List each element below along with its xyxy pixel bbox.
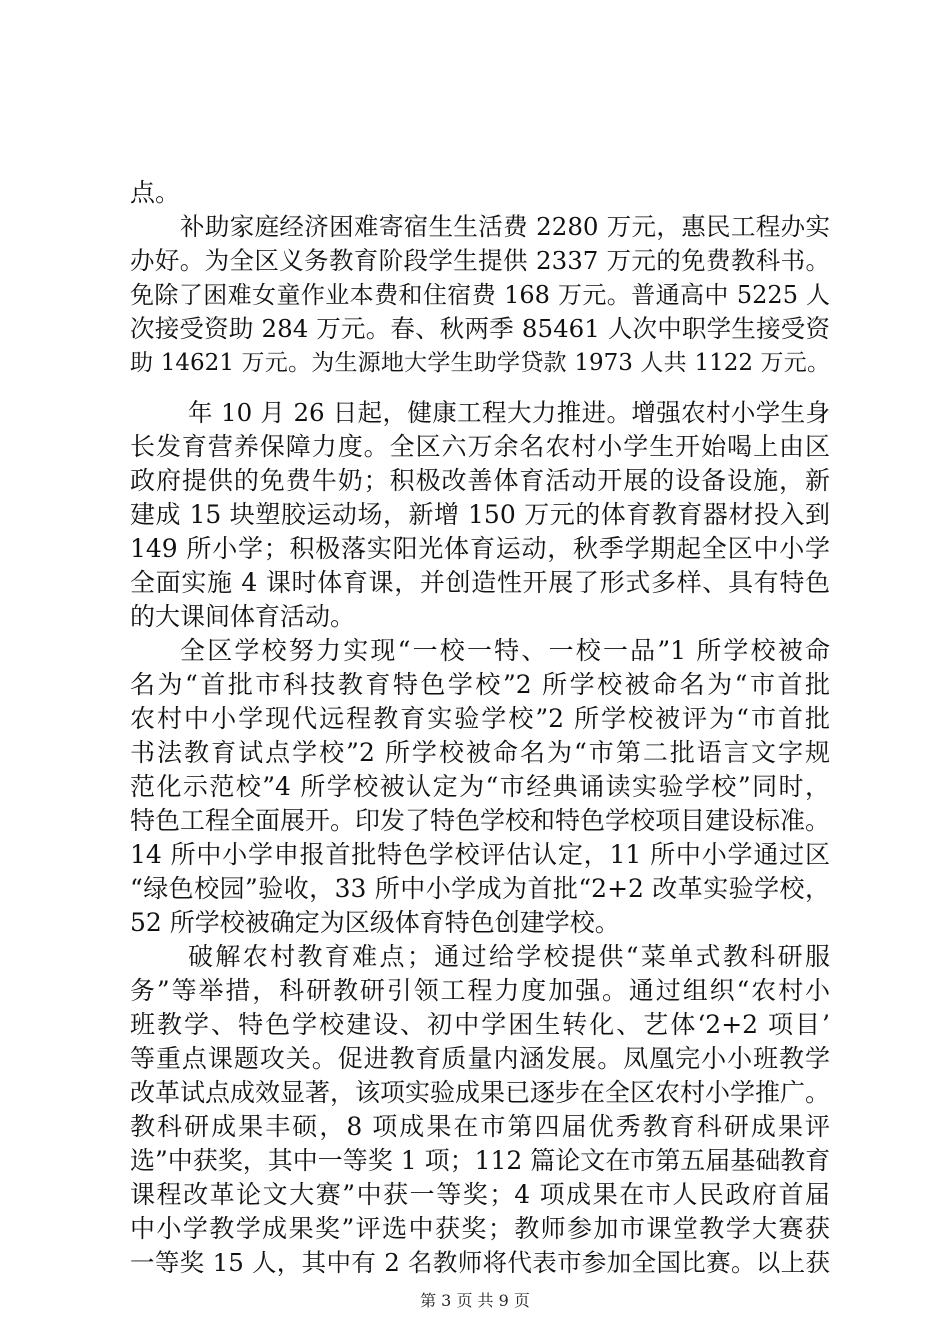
paragraph-line: 教科研成果丰硕，8 项成果在市第四届优秀教育科研成果评 [130, 1112, 830, 1141]
paragraph-line: 课程改革论文大赛”中获一等奖；4 项成果在市人民政府首届 [130, 1180, 830, 1209]
paragraph-line: 选”中获奖，其中一等奖 1 项；112 篇论文在市第五届基础教育 [130, 1146, 831, 1175]
paragraph-line: 范化示范校”4 所学校被认定为“市经典诵读实验学校”同时， [130, 772, 830, 801]
paragraph-line: 免除了困难女童作业本费和住宿费 168 万元。普通高中 5225 人 [130, 281, 830, 309]
paragraph-line: 一等奖 15 人，其中有 2 名教师将代表市参加全国比赛。以上获 [130, 1248, 830, 1277]
paragraph-line: 的大课间体育活动。 [130, 602, 356, 631]
paragraph-line: 农村中小学现代远程教育实验学校”2 所学校被评为“市首批 [130, 704, 830, 733]
paragraph-line: 14 所中小学申报首批特色学校评估认定，11 所中小学通过区 [130, 840, 830, 869]
paragraph-line: 助 14621 万元。为生源地大学生助学贷款 1973 人共 1122 万元。 [130, 350, 830, 376]
paragraph-line: 149 所小学；积极落实阳光体育运动，秋季学期起全区中小学 [130, 534, 830, 563]
paragraph-line: 次接受资助 284 万元。春、秋两季 85461 人次中职学生接受资 [130, 314, 830, 343]
paragraph-line: “绿色校园”验收，33 所中小学成为首批“2+2 改革实验学校， [130, 874, 830, 903]
paragraph-line: 名为“首批市科技教育特色学校”2 所学校被命名为“市首批 [130, 670, 830, 699]
paragraph-line: 政府提供的免费牛奶；积极改善体育活动开展的设备设施，新 [130, 466, 830, 495]
paragraph-line: 班教学、特色学校建设、初中学困生转化、艺体‘2+2 项目’ [130, 1010, 830, 1039]
page-number-footer: 第 3 页 共 9 页 [420, 1291, 530, 1310]
paragraph-line: 务”等举措，科研教研引领工程力度加强。通过组织“农村小 [130, 976, 830, 1005]
paragraph-line: 长发育营养保障力度。全区六万余名农村小学生开始喝上由区 [130, 432, 830, 461]
paragraph-line: 52 所学校被确定为区级体育特色创建学校。 [130, 908, 620, 937]
paragraph-line: 等重点课题攻关。促进教育质量内涵发展。凤凰完小小班教学 [130, 1044, 830, 1073]
paragraph-line: 建成 15 块塑胶运动场，新增 150 万元的体育教育器材投入到 [130, 500, 830, 529]
paragraph-line: 特色工程全面展开。印发了特色学校和特色学校项目建设标准。 [130, 806, 831, 835]
paragraph-line: 书法教育试点学校”2 所学校被命名为“市第二批语言文字规 [130, 738, 830, 767]
paragraph-line: 点。 [130, 178, 181, 207]
paragraph-line: 中小学教学成果奖”评选中获奖；教师参加市课堂教学大赛获 [130, 1214, 830, 1243]
paragraph-line: 破解农村教育难点；通过给学校提供“菜单式教科研服 [188, 942, 830, 971]
paragraph-line: 补助家庭经济困难寄宿生生活费 2280 万元，惠民工程办实 [180, 212, 830, 241]
paragraph-line: 办好。为全区义务教育阶段学生提供 2337 万元的免费教科书。 [130, 246, 830, 275]
paragraph-line: 年 10 月 26 日起，健康工程大力推进。增强农村小学生身 [188, 398, 830, 427]
paragraph-line: 改革试点成效显著，该项实验成果已逐步在全区农村小学推广。 [130, 1078, 831, 1107]
paragraph-line: 全面实施 4 课时体育课，并创造性开展了形式多样、具有特色 [130, 568, 830, 597]
paragraph-line: 全区学校努力实现“一校一特、一校一品”1 所学校被命 [180, 636, 830, 665]
